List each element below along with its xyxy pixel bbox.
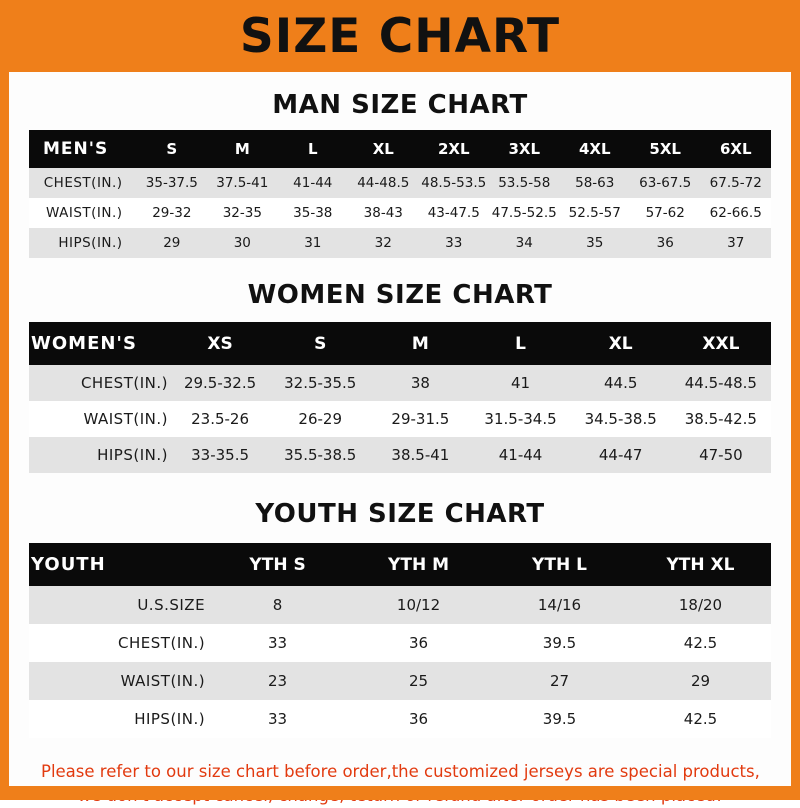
man-section-title: MAN SIZE CHART bbox=[272, 90, 528, 120]
header-cell: S bbox=[166, 140, 178, 158]
table-cell: 42.5 bbox=[683, 634, 718, 652]
table-row bbox=[29, 437, 771, 473]
table-cell: 29 bbox=[690, 672, 711, 690]
table-cell: 41-44 bbox=[293, 175, 333, 191]
header-cell: YTH M bbox=[388, 554, 450, 575]
table-cell: 43-47.5 bbox=[427, 205, 480, 221]
header-cell: YTH XL bbox=[666, 554, 735, 575]
header-cell: 4XL bbox=[578, 140, 611, 158]
table-cell: 47-50 bbox=[699, 446, 743, 464]
chart-content bbox=[9, 90, 791, 808]
table-cell: 35 bbox=[586, 235, 604, 251]
table-row bbox=[29, 401, 771, 437]
header-cell: YTH S bbox=[249, 554, 306, 575]
table-cell: 41-44 bbox=[498, 446, 543, 464]
table-cell: 38 bbox=[410, 374, 430, 392]
header-cell: 3XL bbox=[508, 140, 541, 158]
youth-section-title: YOUTH SIZE CHART bbox=[255, 499, 545, 529]
header-cell: XL bbox=[608, 333, 633, 354]
table-cell: 14/16 bbox=[537, 596, 582, 614]
table-cell: 33 bbox=[268, 634, 288, 652]
row-label: WAIST(IN.) bbox=[46, 205, 123, 221]
table-cell: 52.5-57 bbox=[568, 205, 621, 221]
table-row bbox=[29, 365, 771, 401]
table-cell: 44.5 bbox=[603, 374, 638, 392]
table-cell: 67.5-72 bbox=[709, 175, 762, 191]
footer-note bbox=[29, 760, 771, 808]
table-cell: 38-43 bbox=[363, 205, 403, 221]
table-cell: 42.5 bbox=[683, 710, 718, 728]
table-cell: 58-63 bbox=[575, 175, 615, 191]
row-label: HIPS(IN.) bbox=[58, 235, 123, 251]
table-row bbox=[29, 168, 771, 198]
table-cell: 36 bbox=[656, 235, 674, 251]
row-label: U.S.SIZE bbox=[137, 596, 206, 614]
header-cell: L bbox=[515, 333, 526, 354]
table-header-row bbox=[29, 322, 771, 365]
header-cell: 5XL bbox=[649, 140, 681, 158]
women-section-title: WOMEN SIZE CHART bbox=[247, 280, 553, 310]
table-cell: 25 bbox=[408, 672, 429, 690]
table-cell: 47.5-52.5 bbox=[491, 205, 557, 221]
table-cell: 35-38 bbox=[293, 205, 333, 221]
table-cell: 33 bbox=[445, 235, 463, 251]
header-cell: 2XL bbox=[437, 140, 470, 158]
header-cell: M bbox=[234, 140, 250, 158]
table-row bbox=[29, 228, 771, 258]
table-cell: 37 bbox=[727, 235, 745, 251]
header-cell: YTH L bbox=[532, 554, 587, 575]
table-cell: 63-67.5 bbox=[639, 175, 692, 191]
table-cell: 39.5 bbox=[542, 634, 577, 652]
table-cell: 29-32 bbox=[152, 205, 192, 221]
page-title: SIZE CHART bbox=[239, 8, 561, 64]
table-cell: 44-48.5 bbox=[357, 175, 410, 191]
table-cell: 32.5-35.5 bbox=[284, 374, 357, 392]
table-cell: 31.5-34.5 bbox=[484, 410, 557, 428]
table-header-row bbox=[29, 130, 771, 168]
row-label: CHEST(IN.) bbox=[118, 634, 206, 652]
table-cell: 38.5-41 bbox=[391, 446, 450, 464]
table-cell: 33-35.5 bbox=[191, 446, 250, 464]
row-label: WAIST(IN.) bbox=[120, 672, 206, 690]
table-cell: 35.5-38.5 bbox=[284, 446, 357, 464]
table-cell: 37.5-41 bbox=[216, 175, 269, 191]
table-row bbox=[29, 198, 771, 228]
table-cell: 27 bbox=[549, 672, 570, 690]
table-cell: 26-29 bbox=[298, 410, 343, 428]
man-size-table bbox=[29, 130, 771, 258]
page-banner bbox=[0, 0, 800, 72]
table-cell: 10/12 bbox=[396, 596, 441, 614]
header-cell: 6XL bbox=[719, 140, 752, 158]
table-cell: 48.5-53.5 bbox=[421, 175, 487, 191]
table-cell: 44.5-48.5 bbox=[684, 374, 757, 392]
header-cell: WOMEN'S bbox=[31, 333, 137, 354]
header-cell: XXL bbox=[702, 333, 740, 354]
table-header-row bbox=[29, 543, 771, 586]
row-label: CHEST(IN.) bbox=[80, 374, 168, 392]
table-cell: 41 bbox=[510, 374, 531, 392]
bottom-accent-bar bbox=[0, 786, 800, 800]
youth-size-table bbox=[29, 543, 771, 738]
row-label: CHEST(IN.) bbox=[43, 175, 123, 191]
table-cell: 36 bbox=[408, 634, 429, 652]
table-cell: 34.5-38.5 bbox=[584, 410, 657, 428]
table-cell: 36 bbox=[408, 710, 429, 728]
table-cell: 57-62 bbox=[645, 205, 685, 221]
header-cell: XL bbox=[372, 140, 394, 158]
table-cell: 44-47 bbox=[598, 446, 643, 464]
table-cell: 29-31.5 bbox=[391, 410, 450, 428]
header-cell: S bbox=[314, 333, 327, 354]
row-label: HIPS(IN.) bbox=[134, 710, 206, 728]
footer-note-line-1: Please refer to our size chart before order,the customized jerseys are special products, bbox=[41, 762, 760, 781]
table-cell: 33 bbox=[268, 710, 288, 728]
table-cell: 29.5-32.5 bbox=[183, 374, 257, 392]
table-row bbox=[29, 700, 771, 738]
table-cell: 34 bbox=[515, 235, 533, 251]
table-row bbox=[29, 662, 771, 700]
table-cell: 62-66.5 bbox=[709, 205, 762, 221]
table-cell: 18/20 bbox=[678, 596, 723, 614]
table-row bbox=[29, 624, 771, 662]
table-cell: 32 bbox=[374, 235, 392, 251]
table-row bbox=[29, 586, 771, 624]
row-label: WAIST(IN.) bbox=[83, 410, 168, 428]
table-cell: 29 bbox=[163, 235, 181, 251]
table-cell: 39.5 bbox=[542, 710, 577, 728]
header-cell: MEN'S bbox=[43, 139, 109, 159]
header-cell: XS bbox=[207, 333, 233, 354]
row-label: HIPS(IN.) bbox=[97, 446, 168, 464]
table-cell: 38.5-42.5 bbox=[684, 410, 757, 428]
table-cell: 23 bbox=[268, 672, 288, 690]
table-cell: 8 bbox=[272, 596, 283, 614]
table-cell: 35-37.5 bbox=[145, 175, 198, 191]
table-cell: 31 bbox=[304, 235, 322, 251]
header-cell: YOUTH bbox=[31, 554, 106, 575]
women-size-table bbox=[29, 322, 771, 473]
table-cell: 53.5-58 bbox=[498, 175, 551, 191]
table-cell: 30 bbox=[233, 235, 251, 251]
header-cell: M bbox=[411, 333, 429, 354]
header-cell: L bbox=[308, 140, 318, 158]
table-cell: 32-35 bbox=[222, 205, 262, 221]
table-cell: 23.5-26 bbox=[191, 410, 250, 428]
